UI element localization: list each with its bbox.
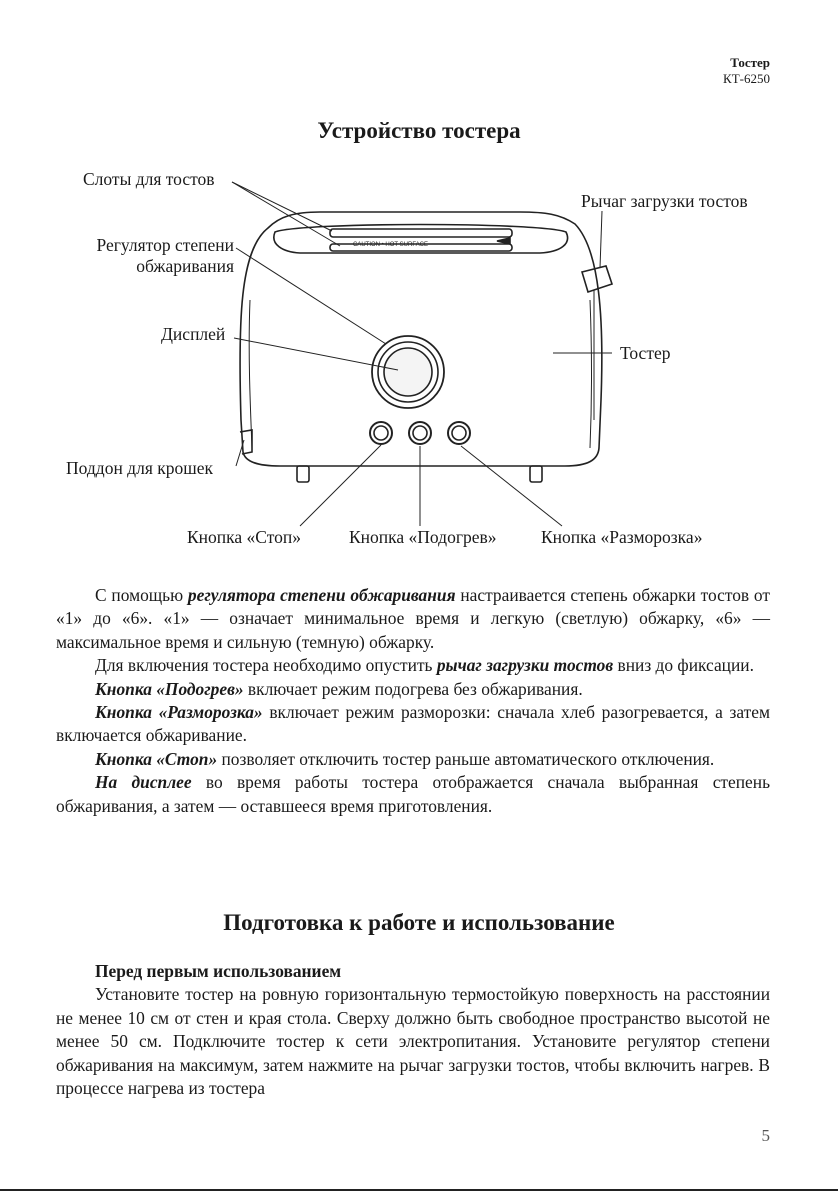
diagram-title: Устройство тостера [317, 118, 521, 143]
section2-title: Подготовка к работе и использование [223, 910, 615, 935]
section2-paragraph-1: Установите тостер на ровную горизонтальную термостойкую поверхность на расстоянии не менее 10 см от стен и края стола. Сверху должно быть свободное пространство высотой не менее 50 см. Подключите тостер к сети электропитания. Установите регулятор степени обжаривания на максимум, затем нажмите на рычаг загрузки тостов, чтобы включить нагрев. В процессе нагрева из тостера [56, 984, 770, 1099]
header-model: КТ-6250 [723, 71, 770, 86]
label-stop-button: Кнопка «Стоп» [187, 527, 302, 547]
label-slots: Слоты для тостов [83, 169, 215, 189]
page-number: 5 [761, 1126, 770, 1145]
label-display: Дисплей [161, 324, 226, 344]
section1-text [56, 584, 770, 818]
section1-paragraph-1: С помощью регулятора степени обжаривания настраивается степень обжарки тостов от «1» до «6». «1» — означает минимальное время и легкую (светлую) обжарку, «6» — максимальное время и сильную (темную) обжарку. [56, 585, 770, 652]
section2-text [56, 960, 770, 1100]
label-regulator-line2: обжаривания [136, 256, 234, 276]
toast-slot-1 [330, 229, 512, 237]
label-regulator [72, 235, 234, 277]
label-lever: Рычаг загрузки тостов [581, 191, 748, 211]
header-product: Тостер [730, 55, 770, 70]
label-regulator-line1: Регулятор степени [96, 235, 234, 255]
section1-paragraph-5: Кнопка «Стоп» позволяет отключить тостер раньше автоматического отключения. [95, 748, 715, 769]
label-reheat-button: Кнопка «Подогрев» [349, 527, 497, 547]
section1-paragraph-2: Для включения тостера необходимо опустить рычаг загрузки тостов вниз до фиксации. [95, 655, 754, 676]
section2-subtitle: Перед первым использованием [95, 961, 342, 981]
label-toaster: Тостер [620, 343, 671, 363]
caution-text: CAUTION • HOT SURFACE [353, 242, 428, 248]
section1-paragraph-3: Кнопка «Подогрев» включает режим подогрева без обжаривания. [95, 678, 583, 699]
section1-paragraph-6: На дисплее во время работы тостера отображается сначала выбранная степень обжаривания, а затем — оставшееся время приготовления. [56, 772, 770, 816]
label-crumb-tray: Поддон для крошек [66, 458, 213, 478]
display-dial-inner [384, 348, 432, 396]
label-defrost-button: Кнопка «Разморозка» [541, 527, 703, 547]
section1-paragraph-4: Кнопка «Разморозка» включает режим разморозки: сначала хлеб разогревается, а затем включается обжаривание. [56, 702, 770, 746]
